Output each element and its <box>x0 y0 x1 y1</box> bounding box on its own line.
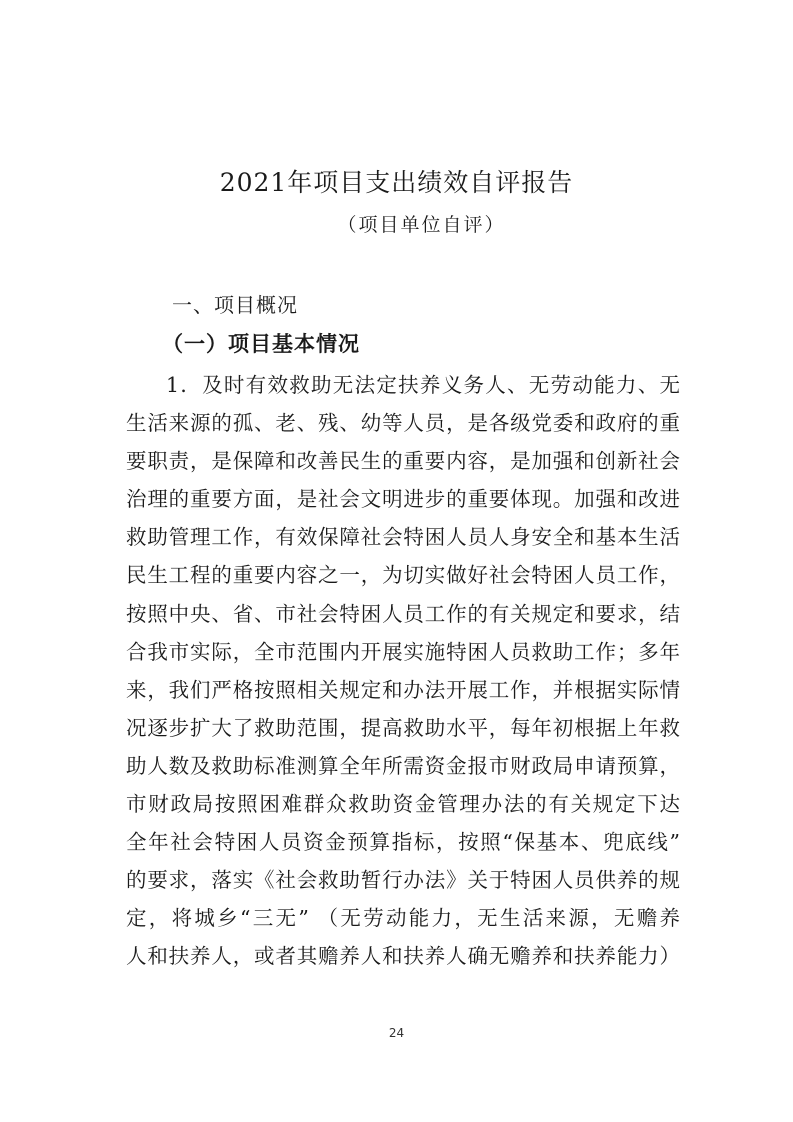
document-title: 2021年项目支出绩效自评报告 <box>219 168 574 197</box>
paragraph-line: 定，将城乡“三无” （无劳动能力，无生活来源，无赡养 <box>126 906 680 931</box>
paragraph-line: 全年社会特困人员资金预算指标，按照“保基本、兜底线” <box>126 830 680 855</box>
body-paragraph <box>126 366 686 976</box>
paragraph-line: 按照中央、省、市社会特困人员工作的有关规定和要求，结 <box>126 601 680 626</box>
paragraph-line: 市财政局按照困难群众救助资金管理办法的有关规定下达 <box>126 792 680 817</box>
paragraph-line: 救助管理工作，有效保障社会特困人员人身安全和基本生活 <box>126 525 680 550</box>
paragraph-line: 1．及时有效救助无法定扶养义务人、无劳动能力、无 <box>166 373 680 397</box>
section-heading: 一、项目概况 <box>172 293 298 317</box>
document-subtitle: （项目单位自评） <box>337 214 506 236</box>
paragraph-line: 况逐步扩大了救助范围，提高救助水平，每年初根据上年救 <box>126 715 680 740</box>
page-number: 24 <box>388 1026 405 1040</box>
paragraph-line: 的要求，落实《社会救助暂行办法》关于特困人员供养的规 <box>126 868 680 893</box>
paragraph-line: 要职责，是保障和改善民生的重要内容，是加强和创新社会 <box>126 449 680 474</box>
paragraph-line: 来，我们严格按照相关规定和办法开展工作，并根据实际情 <box>126 677 680 702</box>
paragraph-line: 人和扶养人，或者其赡养人和扶养人确无赡养和扶养能力） <box>126 944 680 969</box>
paragraph-line: 合我市实际，全市范围内开展实施特困人员救助工作；多年 <box>126 639 680 664</box>
paragraph-line: 生活来源的孤、老、残、幼等人员，是各级党委和政府的重 <box>126 411 680 436</box>
paragraph-line: 助人数及救助标准测算全年所需资金报市财政局申请预算， <box>126 753 680 778</box>
paragraph-line: 治理的重要方面，是社会文明进步的重要体现。加强和改进 <box>126 487 680 512</box>
paragraph-line: 民生工程的重要内容之一，为切实做好社会特困人员工作， <box>126 563 680 588</box>
subsection-heading: （一）项目基本情况 <box>162 332 360 356</box>
